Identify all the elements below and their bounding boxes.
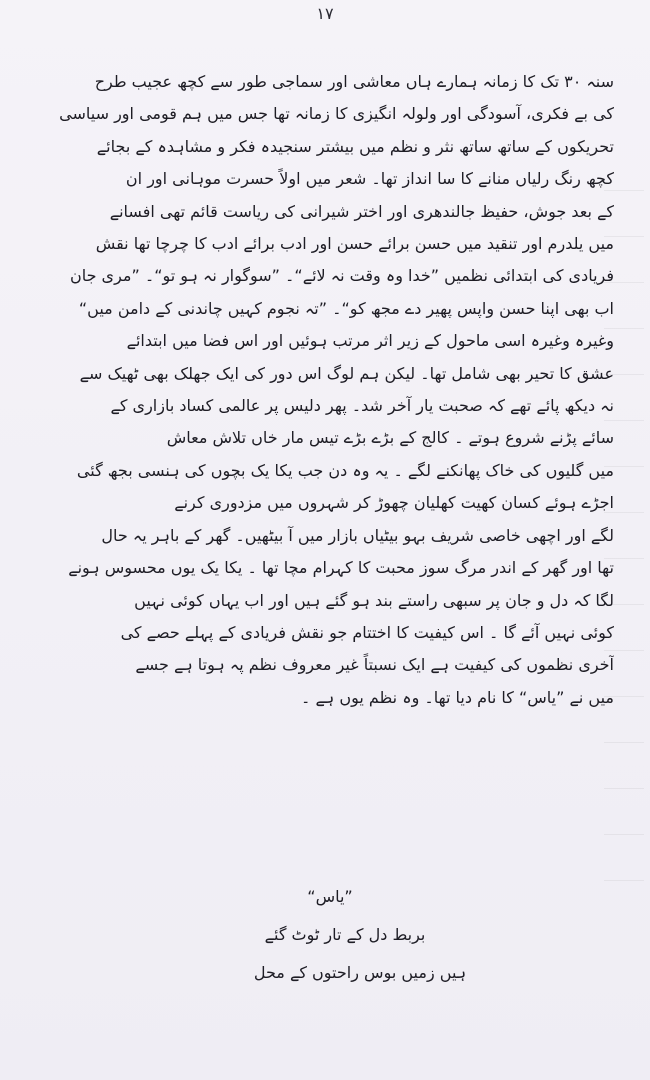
text-line: کوئی نہیں آئے گا ۔ اس کیفیت کا اختتام جو نقش فریادی کے پہلے حصے کی bbox=[120, 622, 614, 642]
poem-title: ”یاس“ bbox=[307, 887, 353, 906]
text-line: اب بھی اپنا حسن واپس پھیر دے مجھ کو“۔ ”تہ نجوم کہیں چاندنی کے دامن میں“ bbox=[78, 298, 614, 318]
text-line: لگے اور اچھی خاصی شریف بہو بیٹیاں بازار میں آ بیٹھیں۔ گھر کے باہر یہ حال bbox=[101, 525, 614, 545]
text-line: کچھ رنگ رلیاں منانے کا سا انداز تھا۔ شعر میں اولاً حسرت موہانی اور ان bbox=[125, 169, 614, 189]
poem-verse: بربط دل کے تار ٹوٹ گئے bbox=[264, 925, 426, 944]
text-line: عشق کا تحیر بھی شامل تھا۔ لیکن ہم لوگ اس دور کی ایک جھلک بھی ٹھیک سے bbox=[79, 363, 614, 383]
text-line: کی بے فکری، آسودگی اور ولولہ انگیزی کا زمانہ تھا جس میں ہم قومی اور سیاسی bbox=[59, 104, 614, 124]
page-number: ۱۷ bbox=[316, 4, 334, 23]
text-line: میں گلیوں کی خاک پھانکنے لگے ۔ یہ وہ دن جب یکا یک بچوں کی ہنسی بجھ گئی bbox=[76, 460, 614, 480]
text-line: اجڑے ہوئے کسان کھیت کھلیان چھوڑ کر شہروں میں مزدوری کرنے bbox=[174, 493, 614, 513]
text-line: آخری نظموں کی کیفیت ہے ایک نسبتاً غیر معروف نظم پہ ہوتا ہے جسے bbox=[135, 655, 614, 675]
text-line: فریادی کی ابتدائی نظمیں ”خدا وہ وقت نہ لائے“۔ ”سوگوار نہ ہو تو“۔ ”مری جان bbox=[69, 266, 614, 286]
text-line: میں یلدرم اور تنقید میں حسن برائے حسن اور ادب برائے ادب کا چرچا تھا نقش bbox=[95, 234, 614, 254]
text-line: تحریکوں کے ساتھ ساتھ نثر و نظم میں بیشتر سنجیدہ فکر و مشاہدہ کے بجائے bbox=[96, 136, 614, 156]
text-line: میں نے ”یاس“ کا نام دیا تھا۔ وہ نظم یوں ہے ۔ bbox=[301, 687, 614, 707]
text-line: نہ دیکھ پائے تھے کہ صحبت یار آخر شد۔ پھر دلیس پر عالمی کساد بازاری کے bbox=[110, 396, 614, 416]
prose-paragraph bbox=[58, 66, 614, 714]
text-line: کے بعد جوش، حفیظ جالندھری اور اختر شیرانی کی ریاست قائم تھی افسانے bbox=[109, 201, 614, 221]
text-line: تھا اور گھر کے اندر مرگ سوز محبت کا کہرام مچا تھا ۔ یکا یک یوں محسوس ہونے bbox=[68, 558, 614, 578]
text-line: سائے پڑنے شروع ہوتے ۔ کالج کے بڑے بڑے تیس مار خاں تلاش معاش bbox=[166, 428, 614, 448]
poem-verse: ہیں زمیں بوس راحتوں کے محل bbox=[253, 963, 467, 982]
text-line: لگا کہ دل و جان پر سبھی راستے بند ہو گئے ہیں اور اب یہاں کوئی نہیں bbox=[134, 590, 614, 610]
poem-block bbox=[0, 878, 650, 992]
text-line: سنہ ۳۰ تک کا زمانہ ہمارے ہاں معاشی اور سماجی طور سے کچھ عجیب طرح bbox=[94, 72, 614, 91]
text-line: وغیرہ وغیرہ اسی ماحول کے زیر اثر مرتب ہوئیں اور اس فضا میں ابتدائے bbox=[126, 331, 614, 351]
